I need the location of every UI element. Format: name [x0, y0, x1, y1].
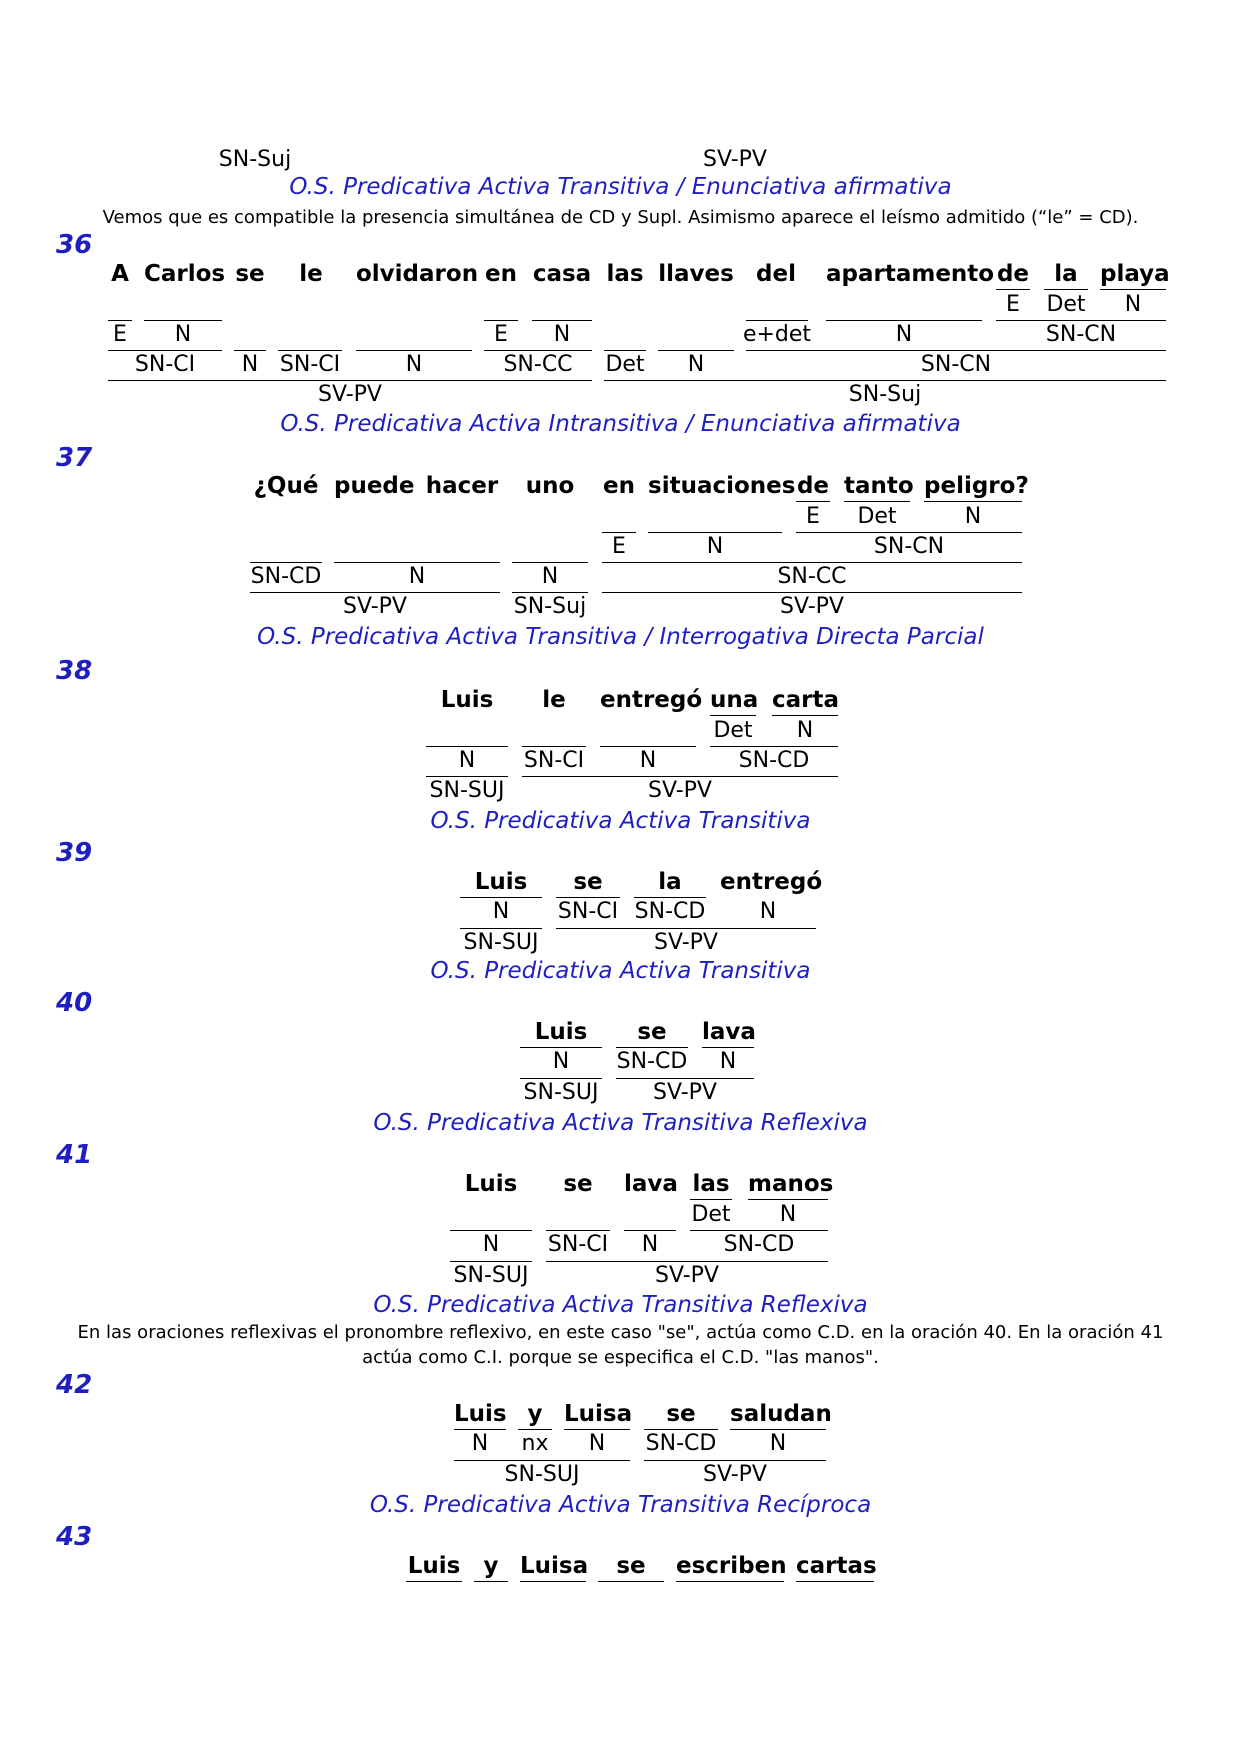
- node: e+det: [742, 322, 812, 347]
- node: N: [769, 1431, 787, 1456]
- node: N: [687, 352, 705, 377]
- node: SN-SUJ: [463, 930, 539, 955]
- node: SN-CI: [547, 1232, 609, 1257]
- word: Luis: [440, 687, 494, 713]
- node: SN-CI: [557, 899, 619, 924]
- classification-35: O.S. Predicativa Activa Transitiva / Enunciativa afirmativa: [289, 174, 952, 200]
- word: Luisa: [564, 1401, 633, 1427]
- word: Luis: [464, 1171, 518, 1197]
- node: N: [458, 748, 476, 773]
- word: manos: [748, 1171, 834, 1197]
- word: se: [637, 1019, 667, 1045]
- node: E: [113, 322, 127, 347]
- word: hacer: [425, 473, 499, 499]
- node: N: [796, 718, 814, 743]
- classification-39: O.S. Predicativa Activa Transitiva: [430, 958, 811, 984]
- node: N: [174, 322, 192, 347]
- node: SN-SUJ: [523, 1080, 599, 1105]
- word: ¿Qué: [253, 473, 319, 499]
- node: SV-PV: [780, 594, 844, 619]
- node: nx: [521, 1431, 549, 1456]
- node: SV-PV: [648, 778, 712, 803]
- word: apartamento: [826, 261, 995, 287]
- word: peligro?: [924, 473, 1029, 499]
- word: lava: [624, 1171, 678, 1197]
- node: SN-CI: [279, 352, 341, 377]
- word: Carlos: [144, 261, 226, 287]
- word: lava: [702, 1019, 756, 1045]
- word: en: [603, 473, 635, 499]
- node: E: [612, 534, 626, 559]
- node: Det: [857, 504, 897, 529]
- node: N: [588, 1431, 606, 1456]
- node: Det: [713, 718, 753, 743]
- node: SN-CN: [920, 352, 992, 377]
- word: la: [658, 869, 682, 895]
- node: N: [408, 564, 426, 589]
- classification-36: O.S. Predicativa Activa Intransitiva / Enunciativa afirmativa: [280, 411, 961, 437]
- node: E: [806, 504, 820, 529]
- word: las: [606, 261, 644, 287]
- node: SN-CN: [1045, 322, 1117, 347]
- label-sv-pv: SV-PV: [703, 147, 767, 172]
- node: SN-CD: [645, 1431, 717, 1456]
- word: la: [1054, 261, 1078, 287]
- node: SN-CD: [616, 1049, 688, 1074]
- node: E: [494, 322, 508, 347]
- node: N: [541, 564, 559, 589]
- word: playa: [1100, 261, 1170, 287]
- note-35: Vemos que es compatible la presencia simultánea de CD y Supl. Asimismo aparece el leísmo admitido (“le” = CD).: [102, 207, 1139, 228]
- node: N: [492, 899, 510, 924]
- word: entregó: [720, 869, 823, 895]
- word: en: [485, 261, 517, 287]
- word: le: [542, 687, 566, 713]
- node: SN-SUJ: [453, 1263, 529, 1288]
- word: Luisa: [520, 1553, 589, 1579]
- node: SV-PV: [653, 1080, 717, 1105]
- example-number-38: 38: [56, 656, 93, 686]
- classification-38: O.S. Predicativa Activa Transitiva: [430, 808, 811, 834]
- word: situaciones: [648, 473, 796, 499]
- node: SN-Suj: [513, 594, 587, 619]
- node: N: [719, 1049, 737, 1074]
- node: Det: [691, 1202, 731, 1227]
- node: N: [1124, 292, 1142, 317]
- example-number-40: 40: [56, 988, 93, 1018]
- node: N: [552, 1049, 570, 1074]
- word: A: [111, 261, 129, 287]
- node: SN-CI: [523, 748, 585, 773]
- word: de: [996, 261, 1030, 287]
- word: las: [692, 1171, 730, 1197]
- word: Luis: [534, 1019, 588, 1045]
- word: olvidaron: [356, 261, 479, 287]
- word: y: [527, 1401, 543, 1427]
- note-41-line1: En las oraciones reflexivas el pronombre reflexivo, en este caso "se", actúa como C.D. en la oración 40. En la oración 41: [77, 1322, 1164, 1343]
- classification-40: O.S. Predicativa Activa Transitiva Reflexiva: [373, 1110, 868, 1136]
- example-number-36: 36: [56, 230, 93, 260]
- node: SN-CD: [738, 748, 810, 773]
- word: entregó: [600, 687, 703, 713]
- word: se: [563, 1171, 593, 1197]
- node: SN-SUJ: [504, 1462, 580, 1487]
- example-number-42: 42: [56, 1370, 93, 1400]
- node: N: [759, 899, 777, 924]
- node: Det: [1046, 292, 1086, 317]
- note-41-line2: actúa como C.I. porque se especifica el C.D. "las manos".: [362, 1347, 879, 1368]
- node: N: [471, 1431, 489, 1456]
- node: SN-CN: [873, 534, 945, 559]
- node: Det: [605, 352, 645, 377]
- node: SV-PV: [703, 1462, 767, 1487]
- node: SN-CD: [723, 1232, 795, 1257]
- node: N: [241, 352, 259, 377]
- node: N: [706, 534, 724, 559]
- node: N: [895, 322, 913, 347]
- node: N: [964, 504, 982, 529]
- label-sn-suj: SN-Suj: [218, 147, 292, 172]
- word: se: [573, 869, 603, 895]
- word: se: [666, 1401, 696, 1427]
- classification-42: O.S. Predicativa Activa Transitiva Recíproca: [369, 1492, 872, 1518]
- word: casa: [532, 261, 592, 287]
- classification-41: O.S. Predicativa Activa Transitiva Reflexiva: [373, 1292, 868, 1318]
- node: SV-PV: [343, 594, 407, 619]
- word: una: [710, 687, 759, 713]
- node: SV-PV: [655, 1263, 719, 1288]
- word: se: [616, 1553, 646, 1579]
- example-number-37: 37: [56, 443, 93, 473]
- word: Luis: [407, 1553, 461, 1579]
- node: SN-CC: [503, 352, 573, 377]
- word: llaves: [658, 261, 734, 287]
- word: cartas: [796, 1553, 877, 1579]
- node: SV-PV: [318, 382, 382, 407]
- node: N: [482, 1232, 500, 1257]
- node: SN-Suj: [848, 382, 922, 407]
- word: Luis: [474, 869, 528, 895]
- node: SV-PV: [654, 930, 718, 955]
- word: se: [235, 261, 265, 287]
- word: carta: [772, 687, 840, 713]
- node: SN-CD: [250, 564, 322, 589]
- example-number-43: 43: [56, 1522, 93, 1552]
- word: saludan: [730, 1401, 832, 1427]
- node: N: [553, 322, 571, 347]
- node: E: [1006, 292, 1020, 317]
- word: escriben: [676, 1553, 787, 1579]
- node: N: [639, 748, 657, 773]
- word: tanto: [844, 473, 914, 499]
- classification-37: O.S. Predicativa Activa Transitiva / Interrogativa Directa Parcial: [257, 624, 984, 650]
- word: puede: [334, 473, 415, 499]
- node: N: [779, 1202, 797, 1227]
- node: SN-SUJ: [429, 778, 505, 803]
- node: SN-CD: [634, 899, 706, 924]
- example-number-39: 39: [56, 838, 93, 868]
- word: Luis: [454, 1401, 507, 1427]
- node: SN-CC: [777, 564, 847, 589]
- node: N: [405, 352, 423, 377]
- word: uno: [525, 473, 575, 499]
- word: y: [483, 1553, 499, 1579]
- word: del: [756, 261, 796, 287]
- node: SN-CI: [134, 352, 196, 377]
- word: le: [299, 261, 323, 287]
- node: N: [641, 1232, 659, 1257]
- example-number-41: 41: [56, 1140, 93, 1170]
- word: de: [796, 473, 830, 499]
